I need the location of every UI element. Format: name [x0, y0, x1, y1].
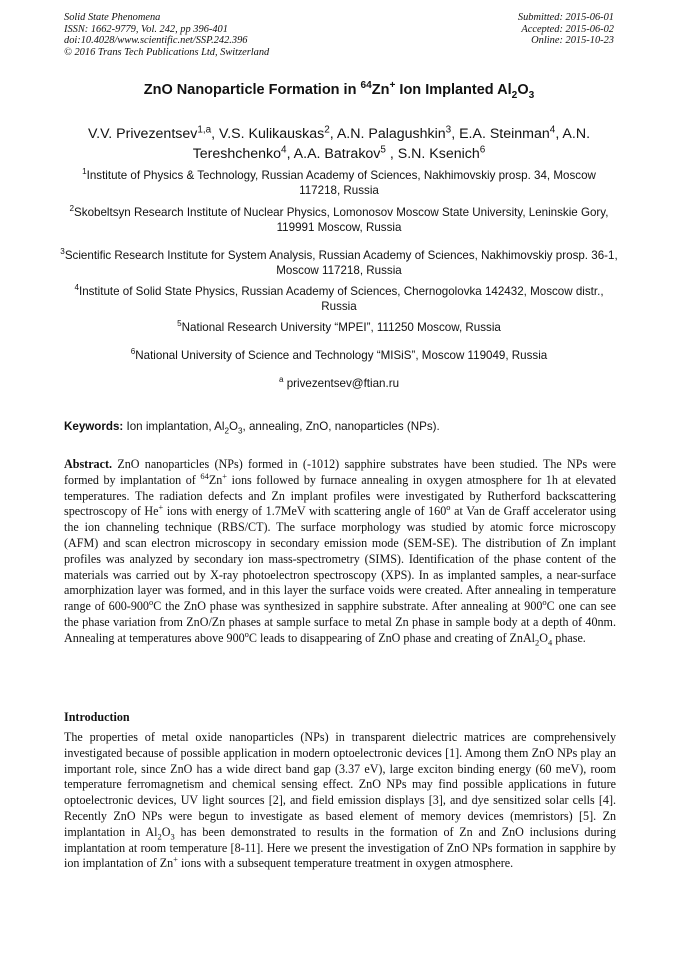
paper-title: ZnO Nanoparticle Formation in $^{64}$Zn+ Ion Implanted $Al_2O_3$ — [143, 80, 535, 101]
dates-info — [518, 12, 614, 47]
keywords-label: Keywords: — [64, 420, 124, 433]
introduction-paragraph: The properties of metal oxide nanoparticles (NPs) in transparent dielectric matrices are comprehensively investigated because of possible application in modern optoelectronic devices [1]. Among them ZnO NPs play an important role, since ZnO has a wide direct band gap (3.37 eV), large exciton binding energy (60 meV), room temperature ferromagnetism and chemical sensing effect. ZnO NPs may find possible applications in future optoelectronic devices, UV light sources [2], and field emission displays [3], and dye sensitized solar cells [4]. Recently ZnO NPs were begun to investigate as based element of memory devices (memristors) [5]. Zn implantation in $Al_2O_3$ has been demonstrated to results in the formation of Zn and ZnO inclusions during implantation at room temperature [8-11]. Here we present the investigation of ZnO NPs formation in sapphire by ion implantation of Zn+ ions with a subsequent temperature treatment in oxygen atmosphere. — [64, 730, 616, 871]
journal-name: Solid State Phenomena — [64, 12, 161, 23]
author-list: V.V. Privezentsev$^{1,a}$, V.S. Kulikauskas$^2$, A.N. Palagushkin$^3$, E.A. Steinman$^4$, A.N. Tereshchenko$^4$, A.A. Batrakov$^5$ , S.N. Ksenich$^6$ — [87, 124, 591, 162]
accepted-date: Accepted: 2015-06-02 — [521, 23, 614, 35]
online-date: Online: 2015-10-23 — [531, 35, 614, 46]
affiliation-4: $^4$Institute of Solid State Physics, Russian Academy of Sciences, Chernogolovka 142432, Moscow distr., Russia — [74, 283, 604, 313]
affiliation-2: $^2$Skobeltsyn Research Institute of Nuclear Physics, Lomonosov Moscow State University, Leninskie Gory, 119991 Moscow, Russia — [69, 204, 609, 234]
journal-info — [64, 12, 269, 58]
copyright: © 2016 Trans Tech Publications Ltd, Switzerland — [64, 46, 270, 58]
submitted-date: Submitted: 2015-06-01 — [517, 12, 614, 23]
section-heading-introduction: Introduction — [64, 710, 130, 724]
issn: ISSN: 1662-9779, Vol. 242, pp 396-401 — [64, 23, 228, 35]
abstract-label: Abstract. — [64, 457, 113, 471]
abstract: Abstract. ZnO nanoparticles (NPs) formed in (-1012) sapphire substrates have been studied. The NPs were formed by implantation of $^{64}$Zn+ ions followed by furnace annealing in oxygen atmosphere for 1h at elevated temperatures. The radiation defects and Zn implant profiles were investigated by Rutherford backscattering spectroscopy of He+ ions with energy of 1.7MeV with scattering angle of 160$^o$ at Van de Graff accelerator using the ion channeling technique (RBS/CT). The surface morphology was studied by atomic force microscopy (AFM) and scan electron microscopy in secondary emission mode (SEM-SE). The distribution of Zn implant profiles was analyzed by secondary ion mass-spectrometry (SIMS). Identification of the phase content of the materials was carried out by X-ray photoelectron spectroscopy (XPS). In as implanted samples, a near-surface amorphization layer was formed, and in this layer the surface voids were created. After annealing in temperature range of 600-900$^o$C the ZnO phase was synthesized in sapphire substrate. After annealing at 900$^o$C one can see the phase variation from ZnO/Zn phases at sample surface to metal Zn phase in sample body at a depth of 40nm. Annealing at temperatures above 900$^o$C leads to disappearing of ZnO phase and creating of $ZnAl_2O_4$ phase. — [64, 457, 616, 648]
affiliation-6: $^6$National University of Science and Technology “MISiS”, Moscow 119049, Russia — [130, 347, 548, 362]
affiliation-5: $^5$National Research University “MPEI”, 111250 Moscow, Russia — [177, 319, 501, 334]
author-email: $^a$ privezentsev@ftian.ru — [278, 375, 400, 390]
keywords: Keywords: Ion implantation, $Al_2O_3$, annealing, ZnO, nanoparticles (NPs). — [64, 420, 440, 436]
affiliation-1: $^1$Institute of Physics & Technology, Russian Academy of Sciences, Nakhimovskiy prosp. 34, Moscow 117218, Russia — [82, 167, 596, 197]
doi: doi:10.4028/www.scientific.net/SSP.242.396 — [64, 35, 248, 46]
affiliation-3: $^3$Scientific Research Institute for System Analysis, Russian Academy of Sciences, Nakhimovskiy prosp. 36-1, Moscow 117218, Russia — [60, 247, 618, 277]
